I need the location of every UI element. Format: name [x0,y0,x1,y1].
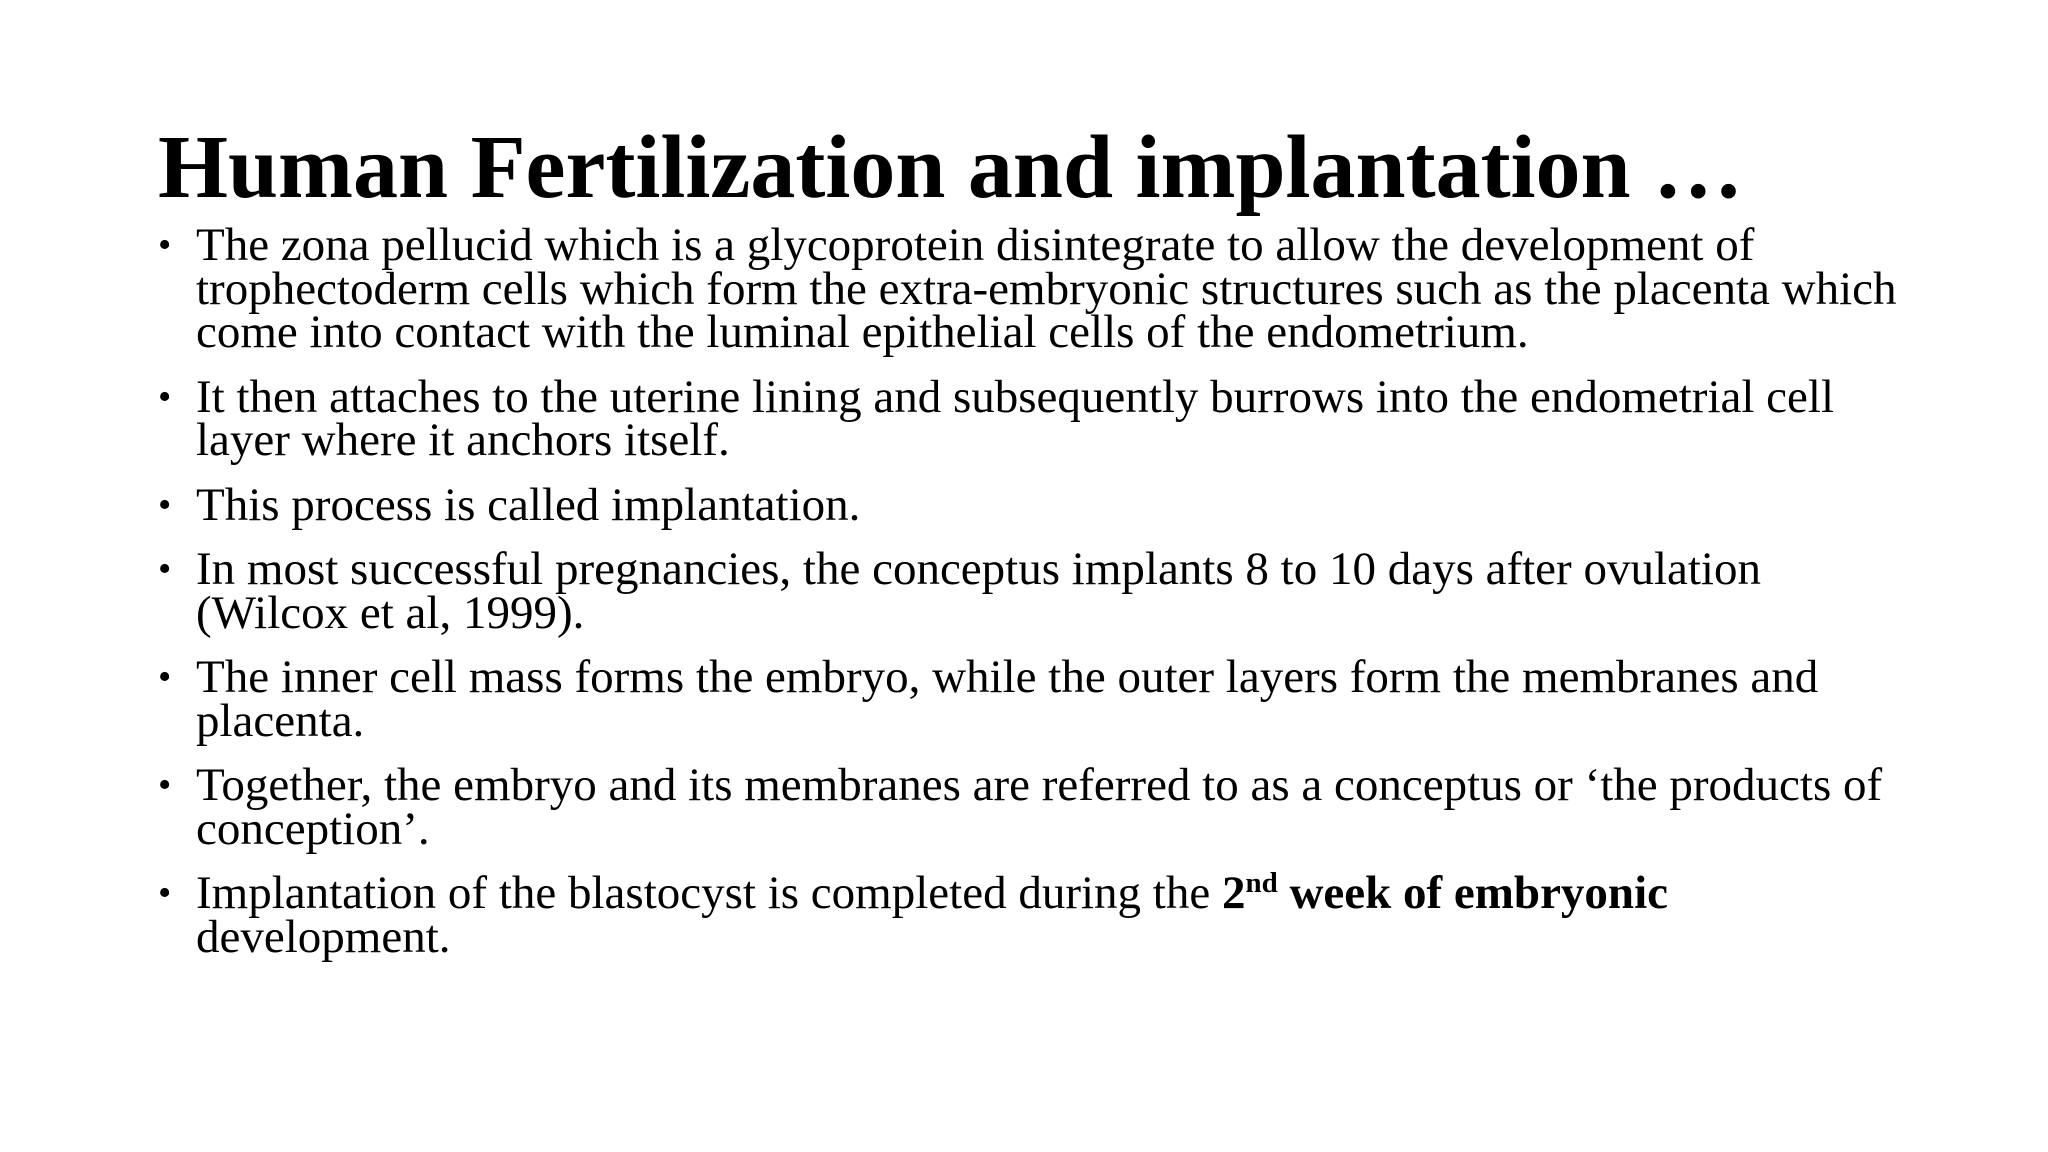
bullet-item [158,867,1918,963]
bullet-item [158,478,1918,531]
bullet-text: This process is called implantation. [196,478,861,531]
bullet-text-start: Implantation of the blastocyst is completed during the [196,867,1222,919]
bullet-icon: • [158,224,172,266]
bullet-icon: • [158,656,172,698]
slide-title: Human Fertilization and implantation … [158,118,1744,217]
bold-week-phrase: week of embryonic [1277,867,1668,919]
bullet-text: Together, the embryo and its membranes are referred to as a conceptus or ‘the products of conception’. [196,759,1883,855]
bullet-icon: • [158,872,172,914]
bullet-text [196,867,1668,963]
bullet-text: The zona pellucid which is a glycoprotein disintegrate to allow the development of trophectoderm cells which form the extra-embryonic structures such as the placenta which come into contact with the luminal epithelial cells of the endometrium. [196,219,1897,358]
bullet-text-end: development. [196,910,451,963]
bullet-text: It then attaches to the uterine lining and subsequently burrows into the endometrial cell layer where it anchors itself. [196,370,1835,466]
bullet-text: The inner cell mass forms the embryo, while the outer layers form the membranes and placenta. [196,651,1819,747]
bullet-item [158,759,1918,855]
bullet-icon: • [158,483,172,526]
bullet-icon: • [158,764,172,806]
ordinal-superscript: nd [1245,867,1278,899]
bullet-item [158,219,1918,358]
bullet-list [158,219,1918,980]
bullet-text: In most successful pregnancies, the conceptus implants 8 to 10 days after ovulation (Wilcox et al, 1999). [196,543,1761,639]
bullet-icon: • [158,375,172,418]
bullet-item [158,651,1918,747]
week-number: 2 [1221,867,1246,919]
bullet-item [158,370,1918,466]
bullet-icon: • [158,548,172,590]
bullet-item [158,543,1918,639]
